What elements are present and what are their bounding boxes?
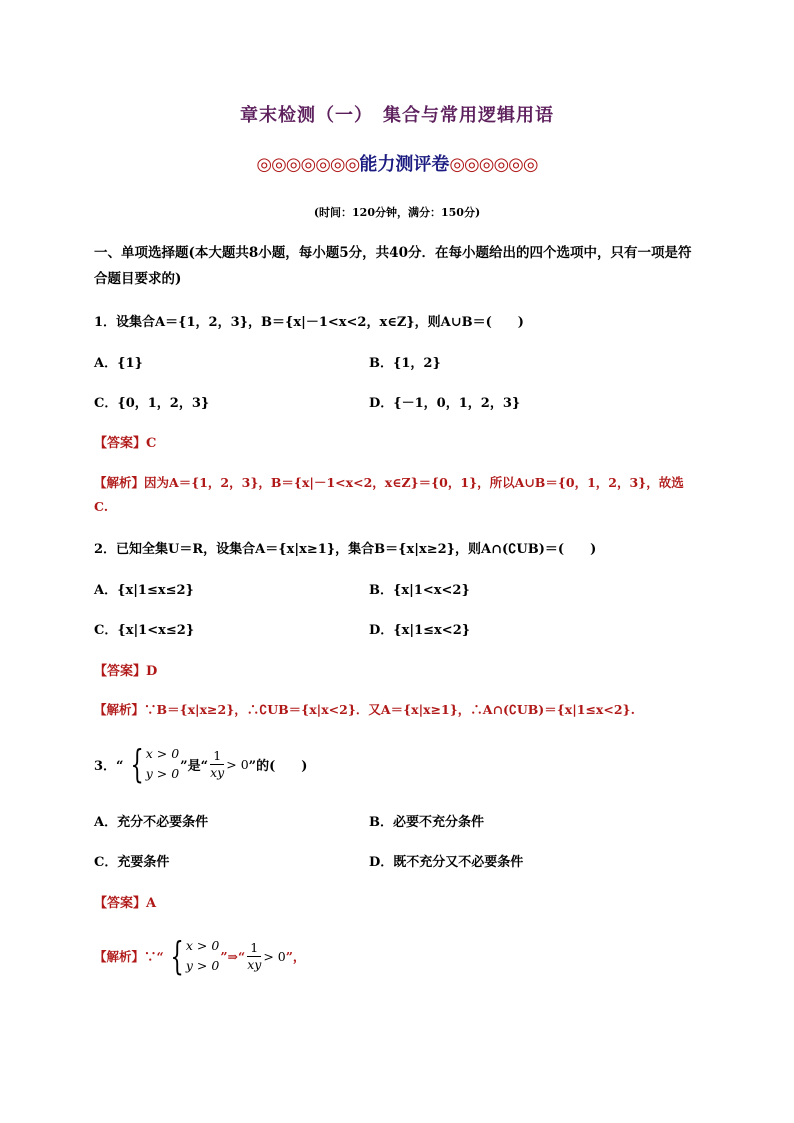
q1-analysis-cont: C. <box>94 499 109 514</box>
q2-option-a: A．{x|1≤x≤2} <box>94 583 194 598</box>
q2-option-c: C．{x|1<x≤2} <box>94 623 195 638</box>
decorative-circles-right: ◎◎◎◎◎◎ <box>449 154 538 175</box>
analysis-fraction <box>247 940 261 973</box>
decorative-circles-left: ◎◎◎◎◎◎◎ <box>256 154 360 175</box>
q2-stem: 2．已知全集U＝R，设集合A＝{x|x≥1}，集合B＝{x|x≥2}，则A∩(∁UB)＝( ) <box>94 542 597 557</box>
subtitle-text: 能力测评卷 <box>359 154 450 175</box>
q3-prefix: 3．“ <box>94 758 124 774</box>
q3-option-a: A．充分不必要条件 <box>94 815 209 830</box>
section-heading: 一、单项选择题(本大题共8小题，每小题5分，共40分．在每小题给出的四个选项中，只有一项是符合题目要求的) <box>94 245 692 287</box>
fraction-denominator: xy <box>247 956 262 972</box>
system-line-1: x > 0 <box>185 938 220 953</box>
q3-option-d: D．既不充分又不必要条件 <box>369 855 524 870</box>
q2-option-d: D．{x|1≤x<2} <box>369 623 471 638</box>
system-line-2: y > 0 <box>145 766 180 781</box>
q3-analysis-suffix: ”， <box>285 949 306 964</box>
q3-option-b: B．必要不充分条件 <box>369 815 484 830</box>
q3-analysis-implies: ”⇒“ <box>220 948 246 964</box>
q2-analysis: 【解析】∵B＝{x|x≥2}，∴∁UB＝{x|x<2}．又A＝{x|x≥1}，∴A∩(∁UB)＝{x|1≤x<2}. <box>94 702 635 717</box>
inequality-system <box>125 744 180 784</box>
q1-option-a: A．{1} <box>94 356 143 371</box>
q2-answer: 【答案】D <box>94 664 158 679</box>
fraction-numerator: 1 <box>210 748 224 765</box>
q3-stem <box>94 742 307 786</box>
system-line-1: x > 0 <box>145 746 180 761</box>
page-subtitle <box>0 150 794 176</box>
q2-option-b: B．{x|1<x<2} <box>369 583 470 598</box>
greater-than-zero: > 0 <box>226 756 249 772</box>
exam-meta: (时间：120分钟，满分：150分) <box>313 206 481 219</box>
brace-symbol: { <box>170 934 184 978</box>
greater-than-zero: > 0 <box>263 948 286 964</box>
page-title: 章末检测（一） 集合与常用逻辑用语 <box>240 105 554 126</box>
q3-answer: 【答案】A <box>94 896 157 911</box>
q3-option-c: C．充要条件 <box>94 855 170 870</box>
q3-mid: ”是“ <box>180 758 209 774</box>
analysis-inequality-system <box>165 936 220 976</box>
system-line-2: y > 0 <box>185 958 220 973</box>
q1-answer: 【答案】C <box>94 436 157 451</box>
q3-analysis <box>94 934 305 978</box>
q1-stem: 1．设集合A＝{1，2，3}，B＝{x|－1<x<2，x∈Z}，则A∪B＝( ) <box>94 315 524 330</box>
fraction-denominator: xy <box>210 764 225 780</box>
q3-suffix: ”的( ) <box>248 758 308 774</box>
q1-option-c: C．{0，1，2，3} <box>94 396 210 411</box>
q3-analysis-prefix: 【解析】∵“ <box>94 949 164 964</box>
q1-option-b: B．{1，2} <box>369 356 441 371</box>
brace-symbol: { <box>129 742 144 786</box>
fraction <box>210 748 224 781</box>
fraction-numerator: 1 <box>247 940 261 957</box>
q1-analysis: 【解析】因为A＝{1，2，3}，B＝{x|－1<x<2，x∈Z}＝{0，1}，所以A∪B＝{0，1，2，3}，故选 <box>94 475 684 490</box>
q1-option-d: D．{－1，0，1，2，3} <box>369 396 521 411</box>
